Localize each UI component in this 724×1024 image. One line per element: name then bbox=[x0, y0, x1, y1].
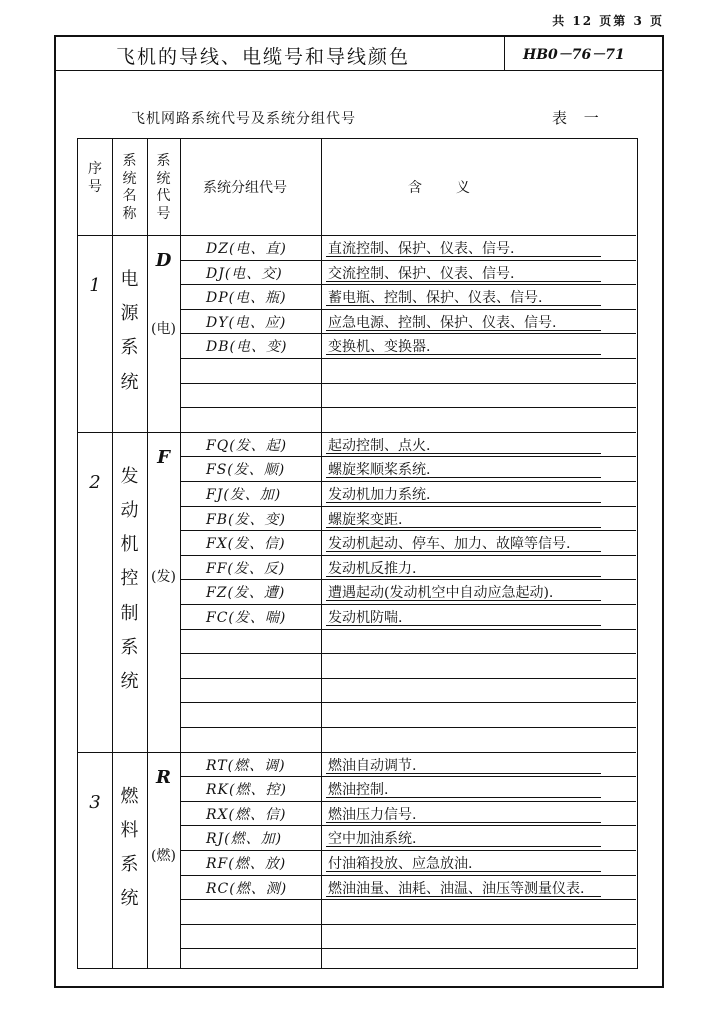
meaning-underline bbox=[326, 305, 601, 306]
row-rule bbox=[180, 383, 636, 384]
group-code-cell: FX(发、信) bbox=[206, 536, 286, 553]
group-code-cell: RX(燃、信) bbox=[206, 806, 287, 823]
group-code-cell: FC(发、喘) bbox=[206, 610, 287, 626]
group-code-cell: RT(燃、调) bbox=[206, 757, 286, 774]
row-rule bbox=[180, 629, 636, 630]
row-rule bbox=[180, 506, 636, 507]
meaning-cell: 螺旋桨顺桨系统. bbox=[328, 462, 431, 479]
row-rule bbox=[180, 899, 636, 900]
row-rule bbox=[180, 924, 636, 925]
meaning-cell: 燃油自动调节. bbox=[328, 757, 417, 774]
group-code-cell: DJ(电、交) bbox=[206, 265, 283, 282]
group-code-cell: FJ(发、加) bbox=[206, 487, 282, 503]
group-code-cell: FB(发、变) bbox=[206, 511, 286, 528]
meaning-cell: 应急电源、控制、保护、仪表、信号. bbox=[328, 314, 557, 331]
meaning-underline bbox=[326, 502, 601, 503]
meaning-cell: 发动机起动、停车、加力、故障等信号. bbox=[328, 536, 571, 553]
meaning-cell: 起动控制、点火. bbox=[328, 437, 431, 454]
meaning-cell: 直流控制、保护、仪表、信号. bbox=[328, 241, 515, 257]
meaning-cell: 螺旋桨变距. bbox=[328, 511, 403, 528]
meaning-cell: 发动机反推力. bbox=[328, 560, 417, 577]
meaning-underline bbox=[326, 896, 601, 897]
row-rule bbox=[180, 358, 636, 359]
group-system-name: 发 动 机 控 制 系 统 bbox=[120, 465, 139, 692]
group-seq-number: 2 bbox=[89, 471, 101, 493]
row-rule bbox=[180, 702, 636, 703]
column-separator bbox=[321, 139, 322, 968]
document-title: 飞机的导线、电缆号和导线颜色 bbox=[116, 46, 411, 68]
group-code-cell: DY(电、应) bbox=[206, 314, 287, 331]
meaning-underline bbox=[326, 256, 601, 257]
column-header-system-name: 系 统 名 称 bbox=[122, 153, 137, 222]
row-rule bbox=[180, 407, 636, 408]
group-system-code: F bbox=[157, 446, 170, 468]
column-header-seq: 序 号 bbox=[88, 161, 102, 195]
page-info: 共 12 页第 3 页 bbox=[552, 14, 664, 28]
meaning-underline bbox=[326, 600, 601, 601]
meaning-cell: 遭遇起动(发动机空中自动应急起动). bbox=[328, 585, 554, 602]
group-separator bbox=[78, 432, 636, 433]
meaning-cell: 变换机、变换器. bbox=[328, 339, 431, 356]
group-system-code: R bbox=[156, 766, 171, 788]
group-code-cell: DP(电、瓶) bbox=[206, 290, 287, 307]
row-rule bbox=[180, 801, 636, 802]
group-code-cell: FF(发、反) bbox=[206, 560, 286, 577]
meaning-underline bbox=[326, 871, 601, 872]
meaning-cell: 交流控制、保护、仪表、信号. bbox=[328, 265, 515, 282]
column-header-system-code: 系 统 代 号 bbox=[156, 153, 171, 222]
row-rule bbox=[180, 776, 636, 777]
group-code-cell: FZ(发、遭) bbox=[206, 585, 286, 602]
row-rule bbox=[180, 333, 636, 334]
group-code-cell: RF(燃、放) bbox=[206, 856, 287, 872]
meaning-underline bbox=[326, 625, 601, 626]
meaning-underline bbox=[326, 453, 601, 454]
row-rule bbox=[180, 653, 636, 654]
group-system-code-cn: (发) bbox=[151, 569, 176, 586]
group-code-cell: RK(燃、控) bbox=[206, 782, 287, 799]
row-rule bbox=[180, 530, 636, 531]
row-rule bbox=[180, 309, 636, 310]
document-header bbox=[56, 37, 662, 71]
group-system-name: 电 源 系 统 bbox=[120, 269, 139, 393]
group-code-cell: RJ(燃、加) bbox=[206, 831, 283, 848]
column-header-group-code: 系统分组代号 bbox=[203, 180, 287, 196]
meaning-cell: 空中加油系统. bbox=[328, 831, 417, 848]
meaning-cell: 付油箱投放、应急放油. bbox=[328, 856, 473, 872]
group-seq-number: 3 bbox=[89, 791, 101, 813]
document-frame bbox=[54, 35, 664, 988]
meaning-underline bbox=[326, 527, 601, 528]
group-seq-number: 1 bbox=[89, 275, 101, 296]
group-code-cell: RC(燃、测) bbox=[206, 880, 288, 897]
row-rule bbox=[180, 875, 636, 876]
meaning-cell: 燃油压力信号. bbox=[328, 806, 417, 823]
meaning-underline bbox=[326, 551, 601, 552]
table-number: 表 一 bbox=[552, 109, 605, 127]
row-rule bbox=[180, 456, 636, 457]
row-rule bbox=[180, 604, 636, 605]
meaning-underline bbox=[326, 576, 601, 577]
meaning-underline bbox=[326, 846, 601, 847]
row-rule bbox=[180, 481, 636, 482]
group-code-cell: DB(电、变) bbox=[206, 339, 288, 356]
meaning-cell: 燃油控制. bbox=[328, 782, 389, 799]
row-rule bbox=[180, 850, 636, 851]
table-caption: 飞机网路系统代号及系统分组代号 bbox=[131, 111, 356, 127]
group-system-name: 燃 料 系 统 bbox=[120, 785, 139, 910]
meaning-underline bbox=[326, 477, 601, 478]
meaning-cell: 发动机防喘. bbox=[328, 610, 403, 626]
meaning-cell: 蓄电瓶、控制、保护、仪表、信号. bbox=[328, 290, 543, 307]
row-rule bbox=[180, 284, 636, 285]
row-rule bbox=[180, 260, 636, 261]
group-system-code: D bbox=[155, 250, 172, 271]
row-rule bbox=[180, 825, 636, 826]
group-separator bbox=[78, 752, 636, 753]
row-rule bbox=[180, 579, 636, 580]
row-rule bbox=[180, 555, 636, 556]
meaning-underline bbox=[326, 354, 601, 355]
meaning-underline bbox=[326, 773, 601, 774]
system-code-table bbox=[77, 138, 638, 969]
column-separator bbox=[180, 139, 181, 968]
group-code-cell: FQ(发、起) bbox=[206, 437, 288, 454]
row-rule bbox=[180, 727, 636, 728]
meaning-underline bbox=[326, 281, 601, 282]
group-code-cell: DZ(电、直) bbox=[206, 241, 287, 257]
row-rule bbox=[180, 948, 636, 949]
meaning-underline bbox=[326, 797, 601, 798]
meaning-underline bbox=[326, 330, 601, 331]
meaning-cell: 燃油油量、油耗、油温、油压等测量仪表. bbox=[328, 880, 585, 897]
row-rule bbox=[180, 678, 636, 679]
group-system-code-cn: (电) bbox=[151, 320, 176, 337]
meaning-underline bbox=[326, 822, 601, 823]
column-header-meaning: 含 义 bbox=[408, 180, 472, 196]
header-bottom-rule bbox=[78, 235, 636, 236]
standard-code: HB0－76－71 bbox=[504, 37, 662, 70]
meaning-cell: 发动机加力系统. bbox=[328, 487, 431, 503]
group-system-code-cn: (燃) bbox=[151, 847, 176, 864]
group-code-cell: FS(发、顺) bbox=[206, 462, 286, 479]
